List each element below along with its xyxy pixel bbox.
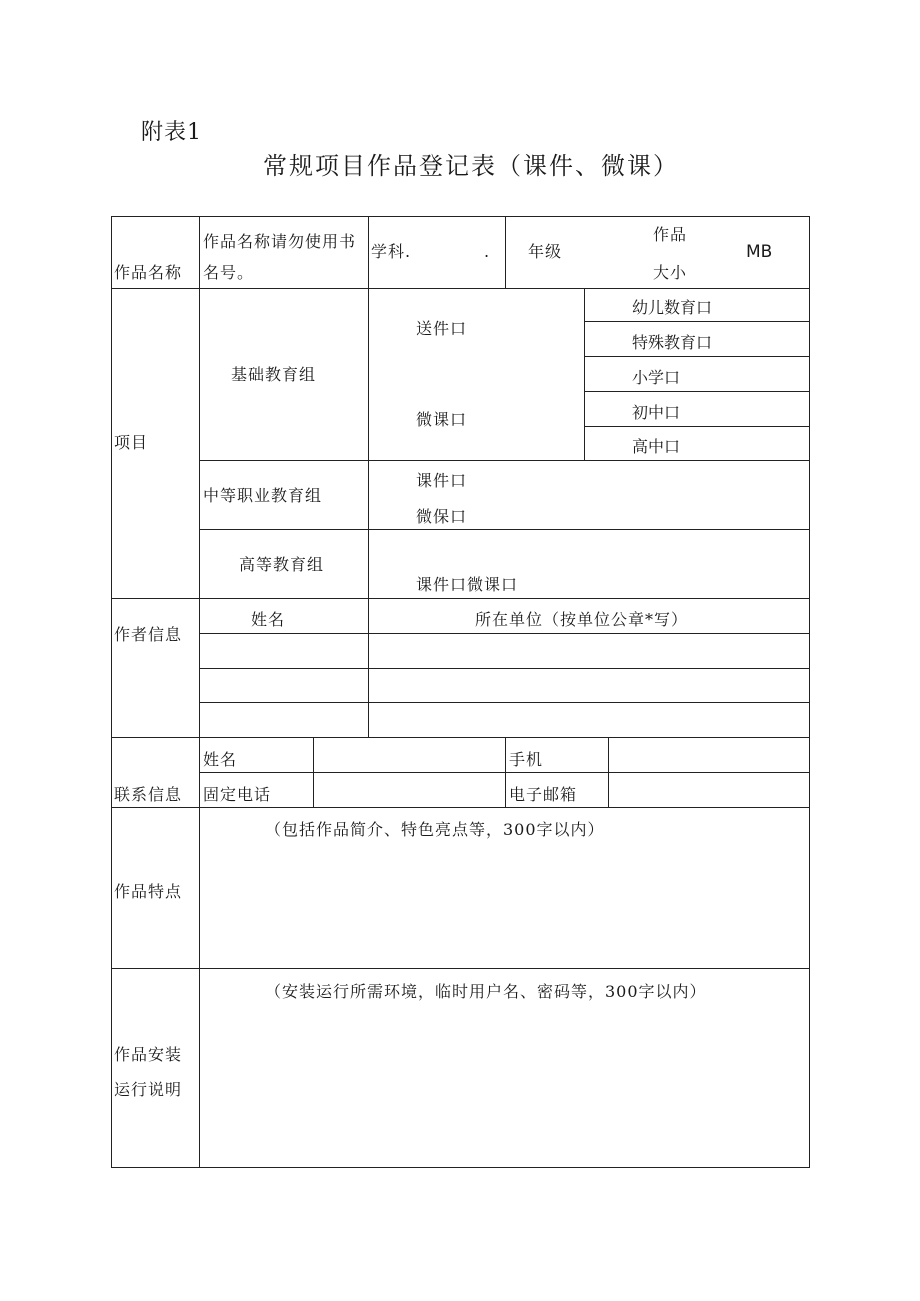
level-kindergarten-checkbox[interactable]: 幼儿数育口 xyxy=(632,298,713,317)
features-label: 作品特点 xyxy=(114,882,183,901)
install-label-line1: 作品安装 xyxy=(114,1045,183,1064)
subject-label[interactable]: 学科. xyxy=(371,242,412,261)
grid-line xyxy=(584,391,810,392)
level-junior-high-checkbox[interactable]: 初中口 xyxy=(632,403,681,422)
contact-email-input[interactable] xyxy=(609,773,809,807)
vocational-education-group: 中等职业教育组 xyxy=(203,486,323,505)
author-unit-cell[interactable] xyxy=(369,669,809,702)
vocational-courseware-checkbox[interactable]: 课件口 xyxy=(416,471,468,490)
page-title: 常规项目作品登记表（课件、微课） xyxy=(263,152,679,180)
send-item-checkbox[interactable]: 送件口 xyxy=(416,319,468,338)
contact-name-label: 姓名 xyxy=(203,750,238,769)
grid-line xyxy=(505,737,506,807)
level-senior-high-checkbox[interactable]: 高中口 xyxy=(632,437,681,456)
grid-line xyxy=(505,216,506,288)
basic-education-group: 基础教育组 xyxy=(231,365,317,384)
table-border xyxy=(809,216,810,1168)
higher-education-group: 高等教育组 xyxy=(239,555,325,574)
author-name-cell[interactable] xyxy=(200,634,368,668)
author-name-cell[interactable] xyxy=(200,703,368,737)
appendix-label: 附表1 xyxy=(141,120,202,145)
grid-line xyxy=(111,288,810,289)
author-name-cell[interactable] xyxy=(200,669,368,702)
contact-email-label: 电子邮箱 xyxy=(509,785,578,804)
author-unit-cell[interactable] xyxy=(369,703,809,737)
contact-info-label: 联系信息 xyxy=(114,785,183,804)
table-border xyxy=(111,216,112,1168)
author-unit-header: 所在单位（按单位公章*写） xyxy=(475,610,689,629)
features-hint: （包括作品简介、特色亮点等，300字以内） xyxy=(265,820,605,839)
author-name-header: 姓名 xyxy=(251,610,286,629)
contact-mobile-label: 手机 xyxy=(509,750,544,769)
size-unit[interactable]: MB xyxy=(746,242,773,262)
table-border xyxy=(111,1167,810,1168)
grid-line xyxy=(111,968,810,969)
grid-line xyxy=(199,529,810,530)
table-border xyxy=(111,216,810,217)
contact-landline-label: 固定电话 xyxy=(203,785,272,804)
author-unit-cell[interactable] xyxy=(369,634,809,668)
grid-line xyxy=(111,598,810,599)
subject-dot: . xyxy=(484,242,491,261)
grade-label[interactable]: 年级 xyxy=(528,242,563,261)
work-name-label: 作品名称 xyxy=(114,263,183,282)
work-name-hint-line1: 作品名称请勿使用书 xyxy=(203,232,357,251)
higher-options-checkboxes[interactable]: 课件口微课口 xyxy=(416,575,519,594)
grid-line xyxy=(368,288,369,598)
author-info-label: 作者信息 xyxy=(114,625,183,644)
grid-line xyxy=(584,356,810,357)
vocational-micro-checkbox[interactable]: 微保口 xyxy=(416,507,468,526)
grid-line xyxy=(584,288,585,461)
size-label-line1: 作品 xyxy=(653,225,688,244)
contact-mobile-input[interactable] xyxy=(609,738,809,772)
install-text-area[interactable] xyxy=(200,1008,809,1166)
features-text-area[interactable] xyxy=(200,845,809,967)
work-name-hint-line2: 名号。 xyxy=(203,263,255,282)
install-label-line2: 运行说明 xyxy=(114,1080,183,1099)
grid-line xyxy=(368,216,369,288)
size-label-line2: 大小 xyxy=(653,263,688,282)
micro-course-checkbox[interactable]: 微课口 xyxy=(416,410,468,429)
install-hint: （安装运行所需环境，临时用户名、密码等，300字以内） xyxy=(265,982,707,1001)
project-label: 项目 xyxy=(114,433,149,452)
level-primary-checkbox[interactable]: 小学口 xyxy=(632,368,681,387)
contact-name-input[interactable] xyxy=(314,738,505,772)
grid-line xyxy=(199,460,810,461)
grid-line xyxy=(584,321,810,322)
contact-landline-input[interactable] xyxy=(314,773,505,807)
grid-line xyxy=(111,807,810,808)
level-special-education-checkbox[interactable]: 特殊教育口 xyxy=(632,333,713,352)
grid-line xyxy=(584,426,810,427)
